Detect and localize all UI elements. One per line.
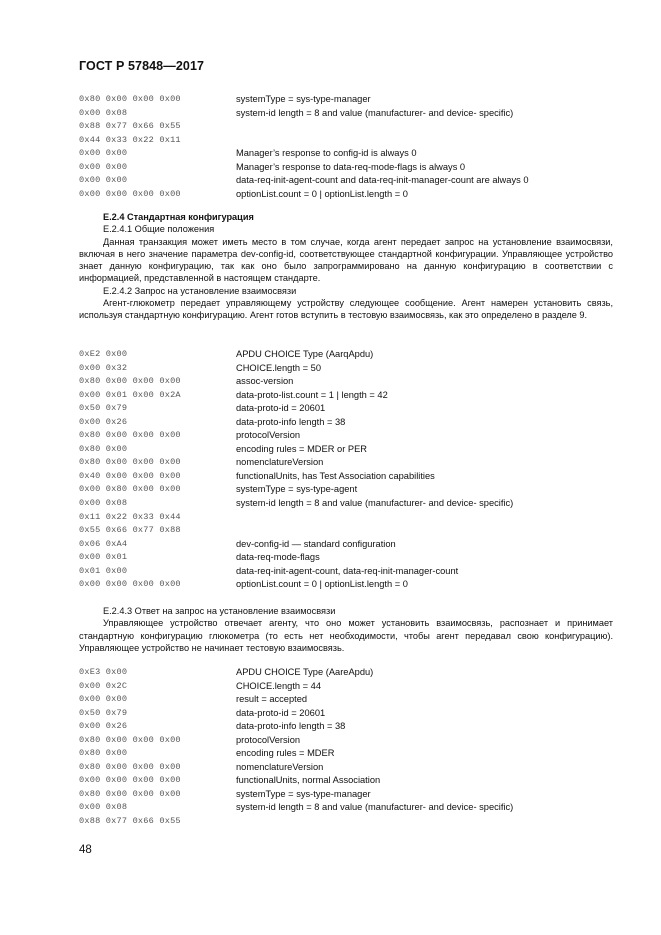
hex-description: system-id length = 8 and value (manufacturer- and device- specific)	[236, 802, 514, 813]
hex-row	[79, 666, 619, 680]
hex-bytes: 0x01 0x00	[79, 565, 128, 576]
hex-bytes: 0x80 0x00 0x00 0x00	[79, 376, 181, 387]
hex-description: system-id length = 8 and value (manufacturer- and device- specific)	[236, 498, 514, 509]
hex-bytes: 0x80 0x00 0x00 0x00	[79, 761, 181, 772]
hex-description: data-proto-id = 20601	[236, 403, 326, 414]
hex-row	[79, 747, 619, 761]
hex-description: APDU CHOICE Type (AareApdu)	[236, 667, 374, 677]
hex-row	[79, 456, 619, 470]
hex-description: data-req-init-agent-count and data-req-init-manager-count are always 0	[236, 175, 529, 186]
document-header: ГОСТ Р 57848—2017	[79, 59, 205, 73]
hex-block-config-response	[79, 93, 619, 201]
section-association-response	[79, 605, 613, 654]
hex-description: nomenclatureVersion	[236, 761, 324, 772]
hex-bytes: 0x80 0x00 0x00 0x00	[79, 734, 181, 745]
hex-row	[79, 362, 619, 376]
hex-row	[79, 93, 619, 107]
hex-bytes: 0x00 0x26	[79, 416, 128, 427]
hex-description: Manager’s response to config-id is always 0	[236, 148, 417, 159]
hex-bytes: 0x88 0x77 0x66 0x55	[79, 121, 181, 132]
hex-description: encoding rules = MDER	[236, 748, 335, 759]
paragraph-association-response: Управляющее устройство отвечает агенту, что оно может установить взаимосвязь, распознает и принимает стандартную конфигурацию глюкометра (то есть нет необходимости, чтобы агент передавал свою конфигурацию). Управляющее устройство не начинает тестовую взаимосвязь.	[79, 618, 613, 653]
hex-description: data-proto-list.count = 1 | length = 42	[236, 389, 388, 400]
hex-row	[79, 538, 619, 552]
hex-bytes: 0x00 0x00 0x00 0x00	[79, 775, 181, 786]
hex-bytes: 0x88 0x77 0x66 0x55	[79, 816, 181, 827]
hex-description: CHOICE.length = 44	[236, 680, 322, 691]
hex-bytes: 0x50 0x79	[79, 403, 128, 414]
hex-row	[79, 429, 619, 443]
hex-row	[79, 774, 619, 788]
hex-bytes: 0x80 0x00 0x00 0x00	[79, 457, 181, 468]
hex-row	[79, 497, 619, 511]
hex-row	[79, 188, 619, 202]
hex-description: nomenclatureVersion	[236, 457, 324, 468]
subsection-general: Е.2.4.1 Общие положения	[103, 224, 215, 235]
hex-bytes: 0x11 0x22 0x33 0x44	[79, 511, 181, 522]
hex-bytes: 0x55 0x66 0x77 0x88	[79, 525, 181, 536]
hex-bytes: 0x00 0x26	[79, 721, 128, 732]
hex-row	[79, 375, 619, 389]
hex-row	[79, 134, 619, 148]
hex-description: encoding rules = MDER or PER	[236, 443, 367, 454]
hex-bytes: 0x00 0x80 0x00 0x00	[79, 484, 181, 495]
hex-row	[79, 174, 619, 188]
hex-row	[79, 551, 619, 565]
hex-bytes: 0x00 0x00	[79, 148, 128, 159]
hex-description: data-proto-id = 20601	[236, 707, 326, 718]
hex-description: systemType = sys-type-manager	[236, 94, 371, 104]
hex-description: protocolVersion	[236, 734, 301, 745]
page-number: 48	[79, 844, 92, 856]
section-standard-config	[79, 211, 613, 322]
hex-row	[79, 470, 619, 484]
hex-row	[79, 707, 619, 721]
hex-description: systemType = sys-type-agent	[236, 484, 358, 495]
hex-row	[79, 801, 619, 815]
hex-bytes: 0x44 0x33 0x22 0x11	[79, 134, 181, 145]
hex-description: functionalUnits, normal Association	[236, 775, 381, 786]
hex-row	[79, 161, 619, 175]
hex-row	[79, 761, 619, 775]
paragraph-general: Данная транзакция может иметь место в том случае, когда агент передает запрос на установление взаимосвязи, включая в него значение параметра dev-config-id, соответствующее стандартной конфигурации. Управляющее устройство знает данную конфигурацию, так как оно было запрограммировано на данную конфигурацию в соответствии с информацией, представленной в настоящем стандарте.	[79, 236, 613, 284]
hex-bytes: 0x80 0x00	[79, 443, 128, 454]
hex-block-aarq	[79, 348, 619, 592]
hex-description: dev-config-id — standard configuration	[236, 538, 396, 549]
hex-bytes: 0x50 0x79	[79, 707, 128, 718]
hex-bytes: 0xE2 0x00	[79, 349, 128, 359]
hex-bytes: 0x00 0x00	[79, 161, 128, 172]
hex-bytes: 0x00 0x01 0x00 0x2A	[79, 389, 181, 400]
hex-row	[79, 416, 619, 430]
hex-description: data-req-mode-flags	[236, 552, 320, 563]
hex-block-aare	[79, 666, 619, 829]
subsection-association-request: Е.2.4.2 Запрос на установление взаимосвязи	[103, 285, 297, 296]
hex-bytes: 0x00 0x2C	[79, 680, 128, 691]
hex-row	[79, 565, 619, 579]
hex-description: system-id length = 8 and value (manufacturer- and device- specific)	[236, 107, 514, 118]
hex-row	[79, 680, 619, 694]
hex-description: assoc-version	[236, 376, 294, 387]
hex-row	[79, 720, 619, 734]
hex-row	[79, 578, 619, 592]
hex-description: result = accepted	[236, 694, 308, 705]
section-heading: Е.2.4 Стандартная конфигурация	[103, 212, 254, 222]
hex-bytes: 0x80 0x00 0x00 0x00	[79, 788, 181, 799]
hex-row	[79, 402, 619, 416]
hex-bytes: 0x00 0x08	[79, 107, 128, 118]
hex-description: data-proto-info length = 38	[236, 721, 346, 732]
hex-row	[79, 107, 619, 121]
hex-bytes: 0x06 0xA4	[79, 538, 128, 549]
hex-bytes: 0x80 0x00 0x00 0x00	[79, 94, 181, 104]
hex-description: systemType = sys-type-manager	[236, 788, 371, 799]
hex-row	[79, 511, 619, 525]
hex-row	[79, 443, 619, 457]
hex-description: data-proto-info length = 38	[236, 416, 346, 427]
hex-bytes: 0x00 0x00	[79, 694, 128, 705]
hex-description: Manager’s response to data-req-mode-flags is always 0	[236, 161, 466, 172]
hex-description: CHOICE.length = 50	[236, 362, 322, 373]
hex-bytes: 0x00 0x00 0x00 0x00	[79, 188, 181, 199]
hex-description: data-req-init-agent-count, data-req-init-manager-count	[236, 565, 459, 576]
hex-row	[79, 524, 619, 538]
hex-row	[79, 483, 619, 497]
hex-bytes: 0x80 0x00	[79, 748, 128, 759]
hex-description: protocolVersion	[236, 430, 301, 441]
hex-description: optionList.count = 0 | optionList.length = 0	[236, 188, 408, 199]
hex-row	[79, 348, 619, 362]
hex-row	[79, 815, 619, 829]
hex-description: APDU CHOICE Type (AarqApdu)	[236, 349, 374, 359]
hex-bytes: 0x00 0x00	[79, 175, 128, 186]
hex-row	[79, 389, 619, 403]
paragraph-association-request: Агент-глюкометр передает управляющему устройству следующее сообщение. Агент намерен установить связь, используя стандартную конфигурацию. Агент готов вступить в тестовую взаимосвязь, как это определено в разделе 9.	[79, 298, 613, 321]
hex-bytes: 0x00 0x00 0x00 0x00	[79, 579, 181, 590]
hex-row	[79, 734, 619, 748]
hex-description: optionList.count = 0 | optionList.length = 0	[236, 579, 408, 590]
hex-row	[79, 120, 619, 134]
hex-row	[79, 147, 619, 161]
hex-bytes: 0x00 0x08	[79, 802, 128, 813]
hex-row	[79, 788, 619, 802]
hex-bytes: 0x40 0x00 0x00 0x00	[79, 470, 181, 481]
hex-bytes: 0xE3 0x00	[79, 667, 128, 677]
hex-bytes: 0x80 0x00 0x00 0x00	[79, 430, 181, 441]
hex-description: functionalUnits, has Test Association capabilities	[236, 470, 435, 481]
hex-bytes: 0x00 0x32	[79, 362, 128, 373]
hex-bytes: 0x00 0x01	[79, 552, 128, 563]
hex-bytes: 0x00 0x08	[79, 498, 128, 509]
subsection-association-response: Е.2.4.3 Ответ на запрос на установление взаимосвязи	[103, 606, 336, 616]
hex-row	[79, 693, 619, 707]
